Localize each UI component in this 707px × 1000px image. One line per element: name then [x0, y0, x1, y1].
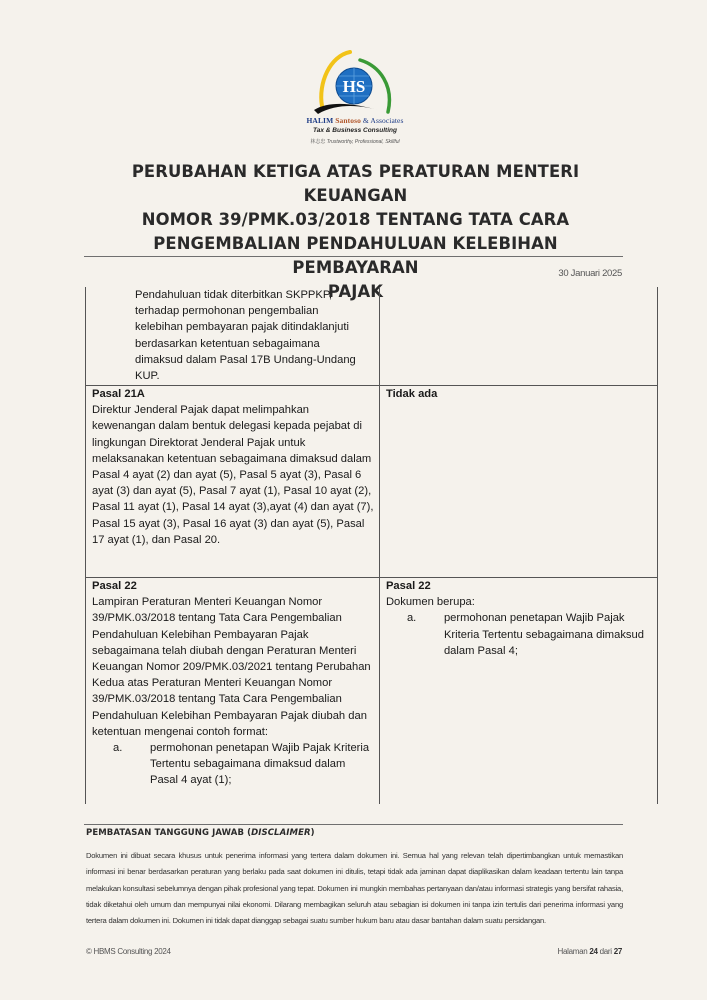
list-text: permohonan penetapan Wajib Pajak Kriteria Tertentu sebagaimana dimaksud dalam Pasal 4 ayat (1);	[150, 742, 370, 787]
globe-orbit-icon	[308, 48, 402, 116]
table-cell-left	[86, 386, 380, 578]
list-item	[92, 740, 375, 789]
table-cell-right	[379, 386, 657, 578]
logo-tagline: Tax & Business Consulting	[313, 127, 397, 134]
company-logo	[300, 48, 410, 153]
disclaimer-divider	[84, 824, 623, 825]
svg-text:HS: HS	[342, 77, 366, 96]
pasal-heading: Pasal 21A	[92, 388, 145, 400]
pasal-heading: Tidak ada	[385, 388, 438, 400]
pasal-heading: Pasal 22	[385, 580, 431, 592]
list-item	[386, 610, 653, 659]
table-cell-left	[86, 578, 380, 805]
pasal-text: Direktur Jenderal Pajak dapat melimpahkan kewenangan dalam bentuk delegasi kepada pejabat di lingkungan Direktorat Jenderal Pajak untuk melaksanakan ketentuan sebagaimana dimaksud dalam Pasal 4 ayat (2) dan ayat (5), Pasal 5 ayat (3), Pasal 6 ayat (3) dan ayat (5), Pasal 7 ayat (1), Pasal 10 ayat (2), Pasal 11 ayat (1), Pasal 14 ayat (3),ayat (4) dan ayat (7), Pasal 15 ayat (3), Pasal 16 ayat (3) dan ayat (5), Pasal 17 ayat (1), dan Pasal 20.	[92, 404, 374, 546]
disclaimer-body: Dokumen ini dibuat secara khusus untuk penerima informasi yang tertera dalam dokumen ini. Semua hal yang relevan telah dipertimbangkan untuk memastikan informasi ini benar berdasarkan peraturan yang berlaku pada saat dokumen ini ditulis, tetapi tidak ada jaminan dapat diaplikasikan dalam keadaan tertentu lain tanpa melakukan konsultasi sebelumnya dengan pihak profesional yang tepat. Dokumen ini mungkin membahas pertanyaan dan/atau informasi strategis yang bersifat rahasia, tidak diketahui oleh umum dan mempunyai nilai ekonomi. Dilarang membagikan seluruh atau sebagian isi dokumen ini tanpa izin tertulis dari penerima informasi yang tertera dalam dokumen ini. Dokumen ini tidak dapat dianggap sebagai suatu sumber hukum baru atau dasar bantahan dalam suatu persidangan.	[86, 851, 623, 926]
title-divider	[84, 256, 623, 257]
table-cell-right	[379, 287, 657, 386]
disclaimer-title: PEMBATASAN TANGGUNG JAWAB (DISCLAIMER)	[86, 828, 315, 838]
page-number: Halaman 24 dari 27	[557, 947, 622, 956]
footer-copyright: © HBMS Consulting 2024	[86, 947, 171, 956]
table-cell-right	[379, 578, 657, 805]
document-date: 30 Januari 2025	[558, 268, 622, 279]
continued-paragraph: Pendahuluan tidak diterbitkan SKPPKP, terhadap permohonan pengembalian kelebihan pembayaran pajak ditindaklanjuti berdasarkan ketentuan sebagaimana dimaksud dalam Pasal 17B Undang-Undang KUP.	[135, 289, 356, 383]
table-row	[86, 287, 658, 386]
comparison-table	[85, 287, 658, 804]
pasal-heading: Pasal 22	[92, 580, 137, 592]
pasal-text: Lampiran Peraturan Menteri Keuangan Nomor 39/PMK.03/2018 tentang Tata Cara Pengembalian Pendahuluan Kelebihan Pembayaran Pajak sebagaimana telah diubah dengan Peraturan Menteri Keuangan Nomor 209/PMK.03/2021 tentang Perubahan Kedua atas Peraturan Menteri Keuangan Nomor 39/PMK.03/2018 tentang Tata Cara Pengembalian Pendahuluan Kelebihan Pembayaran Pajak diubah dan ketentuan mengenai contoh format:	[92, 596, 371, 738]
list-marker: a.	[113, 742, 123, 755]
table-row	[86, 578, 658, 805]
table-cell-left	[86, 287, 380, 386]
list-marker: a.	[406, 612, 417, 625]
document-title: PERUBAHAN KETIGA ATAS PERATURAN MENTERI KEUANGAN NOMOR 39/PMK.03/2018 TENTANG TATA CARA PENGEMBALIAN PENDAHULUAN KELEBIHAN PEMBAYARAN PAJAK	[131, 162, 580, 301]
logo-company-name: HALIM Santoso & Associates	[306, 116, 404, 125]
logo-motto: 林志忠 Trustworthy, Professional, Skillful	[310, 139, 400, 145]
pasal-text: Dokumen berupa:	[385, 596, 475, 609]
table-row	[86, 386, 658, 578]
list-text: permohonan penetapan Wajib Pajak Kriteria Tertentu sebagaimana dimaksud dalam Pasal 4;	[443, 612, 644, 657]
